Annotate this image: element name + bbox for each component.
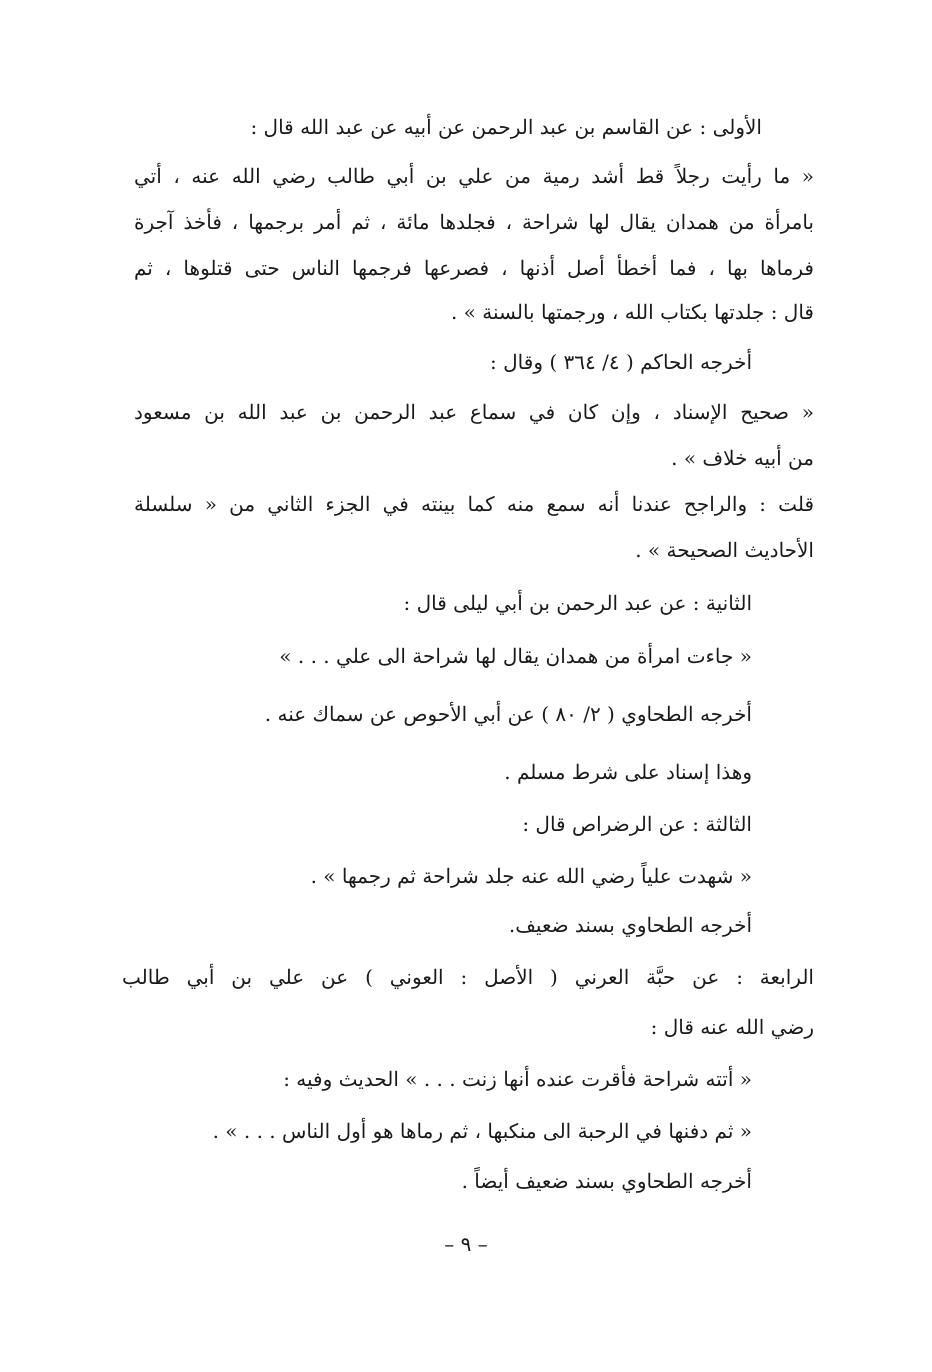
text-line-17: أخرجه الطحاوي بسند ضعيف. bbox=[508, 913, 752, 937]
text-line-20: « أتته شراحة فأقرت عنده أنها زنت . . . » الحديث وفيه : bbox=[283, 1067, 752, 1091]
text-line-6: أخرجه الحاكم ( ٤/ ٣٦٤ ) وقال : bbox=[490, 350, 752, 374]
text-line-19: رضي الله عنه قال : bbox=[650, 1015, 814, 1039]
text-line-5: قال : جلدتها بكتاب الله ، ورجمتها بالسنة » . bbox=[450, 300, 814, 324]
text-line-13: أخرجه الطحاوي ( ٢/ ٨٠ ) عن أبي الأحوص عن سماك عنه . bbox=[264, 702, 752, 726]
text-line-21: « ثم دفنها في الرحبة الى منكبها ، ثم رماها هو أول الناس . . . » . bbox=[212, 1119, 752, 1143]
text-line-4: فرماها بها ، فما أخطأ أصل أذنها ، فصرعها فرجمها الناس حتى قتلوها ، ثم bbox=[134, 256, 814, 280]
text-line-14: وهذا إسناد على شرط مسلم . bbox=[504, 760, 752, 784]
page-number: – ٩ – bbox=[444, 1232, 488, 1256]
text-line-22: أخرجه الطحاوي بسند ضعيف أيضاً . bbox=[461, 1169, 752, 1193]
text-line-7: « صحيح الإسناد ، وإن كان في سماع عبد الرحمن بن عبد الله بن مسعود bbox=[134, 400, 814, 424]
text-line-8: من أبيه خلاف » . bbox=[671, 446, 814, 470]
text-line-2: « ما رأيت رجلاً قط أشد رمية من علي بن أبي طالب رضي الله عنه ، أتي bbox=[134, 164, 814, 188]
text-line-3: بامرأة من همدان يقال لها شراحة ، فجلدها مائة ، ثم أمر برجمها ، فأخذ آجرة bbox=[134, 210, 814, 234]
text-line-15: الثالثة : عن الرضراص قال : bbox=[522, 812, 752, 836]
text-line-16: « شهدت علياً رضي الله عنه جلد شراحة ثم رجمها » . bbox=[310, 864, 752, 888]
text-line-12: « جاءت امرأة من همدان يقال لها شراحة الى علي . . . » bbox=[279, 644, 752, 668]
text-line-18: الرابعة : عن حبَّة العرني ( الأصل : العوني ) عن علي بن أبي طالب bbox=[122, 965, 814, 989]
text-line-1: الأولى : عن القاسم بن عبد الرحمن عن أبيه عن عبد الله قال : bbox=[250, 115, 762, 139]
text-line-10: الأحاديث الصحيحة » . bbox=[635, 538, 814, 562]
text-line-11: الثانية : عن عبد الرحمن بن أبي ليلى قال : bbox=[403, 591, 752, 615]
text-line-9: قلت : والراجح عندنا أنه سمع منه كما بينته في الجزء الثاني من « سلسلة bbox=[134, 492, 814, 516]
